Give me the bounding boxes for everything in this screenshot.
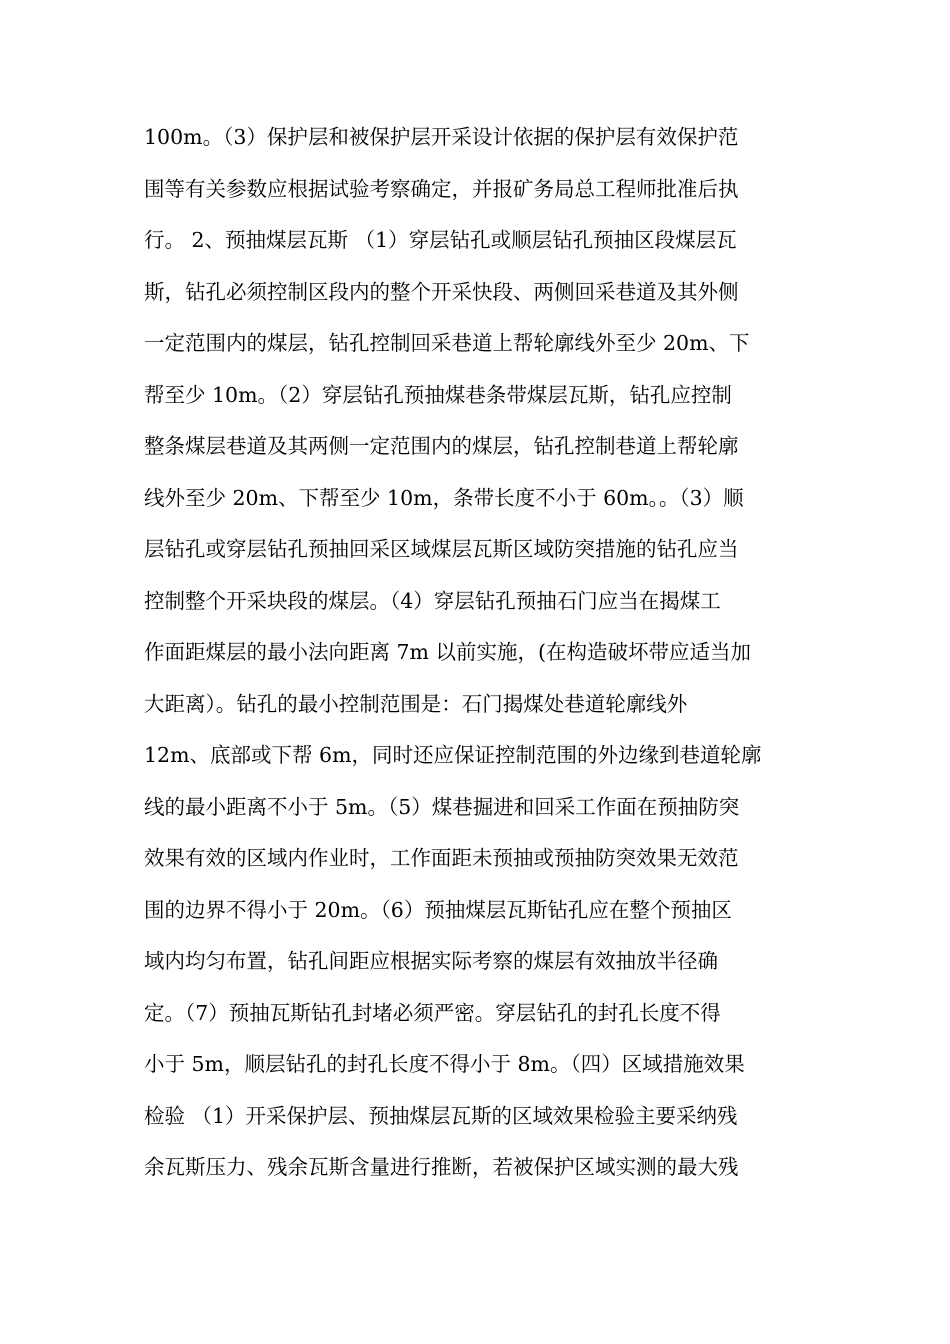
text-line: 围的边界不得小于 20m。（6）预抽煤层瓦斯钻孔应在整个预抽区: [144, 897, 732, 922]
text-line: 12m、底部或下帮 6m，同时还应保证控制范围的外边缘到巷道轮廓: [144, 743, 762, 767]
text-line: 余瓦斯压力、残余瓦斯含量进行推断，若被保护区域实测的最大残: [144, 1155, 739, 1179]
text-line: 作面距煤层的最小法向距离 7m 以前实施，(在构造破坏带应适当加: [144, 640, 752, 664]
text-line: 整条煤层巷道及其两侧一定范围内的煤层，钻孔控制巷道上帮轮廓: [144, 434, 739, 458]
text-line: 检验 （1）开采保护层、预抽煤层瓦斯的区域效果检验主要采纳残: [144, 1103, 738, 1128]
text-line: 域内均匀布置，钻孔间距应根据实际考察的煤层有效抽放半径确: [144, 949, 718, 973]
text-line: 效果有效的区域内作业时，工作面距未预抽或预抽防突效果无效范: [144, 846, 739, 870]
text-line: 帮至少 10m。（2）穿层钻孔预抽煤巷条带煤层瓦斯，钻孔应控制: [144, 382, 732, 407]
text-line: 控制整个开采块段的煤层。（4）穿层钻孔预抽石门应当在揭煤工: [144, 588, 721, 613]
text-line: 定。（7）预抽瓦斯钻孔封堵必须严密。穿层钻孔的封孔长度不得: [144, 1000, 721, 1025]
text-line: 线的最小距离不小于 5m。（5）煤巷掘进和回采工作面在预抽防突: [144, 794, 740, 819]
text-line: 斯，钻孔必须控制区段内的整个开采快段、两侧回采巷道及其外侧: [144, 279, 739, 304]
text-line: 一定范围内的煤层，钻孔控制回采巷道上帮轮廓线外至少 20m、下: [144, 331, 750, 355]
text-line: 大距离）。钻孔的最小控制范围是：石门揭煤处巷道轮廓线外: [144, 691, 688, 716]
body-text: [144, 117, 804, 1199]
text-line: 100m。（3）保护层和被保护层开采设计依据的保护层有效保护范: [144, 125, 739, 149]
text-line: 围等有关参数应根据试验考察确定，并报矿务局总工程师批准后执: [144, 176, 739, 201]
text-line: 线外至少 20m、下帮至少 10m，条带长度不小于 60m。。（3）顺: [144, 485, 744, 510]
text-line: 小于 5m，顺层钻孔的封孔长度不得小于 8m。（四）区域措施效果: [144, 1052, 745, 1076]
text-line: 层钻孔或穿层钻孔预抽回采区域煤层瓦斯区域防突措施的钻孔应当: [144, 537, 739, 561]
text-line: 行。 2、预抽煤层瓦斯 （1）穿层钻孔或顺层钻孔预抽区段煤层瓦: [144, 228, 737, 252]
